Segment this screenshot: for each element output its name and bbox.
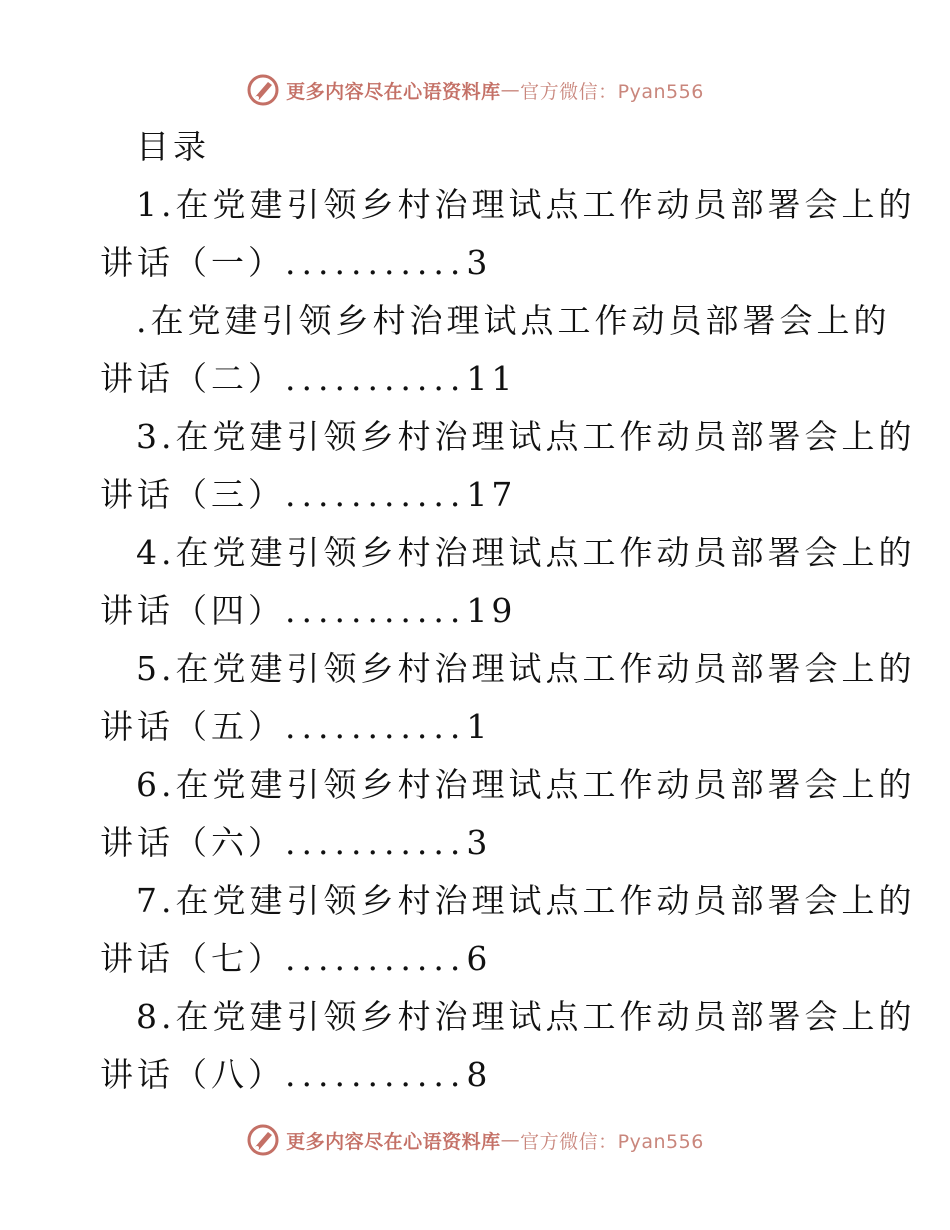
toc-entry-number: 6. (136, 765, 176, 804)
watermark-separator: — (500, 79, 521, 101)
toc-entry-number: 1. (136, 185, 176, 224)
toc-entry-continuation-line (100, 1046, 860, 1104)
watermark-main-text: 更多内容尽在心语资料库 (286, 1130, 501, 1153)
toc-entry-continuation-line (100, 466, 860, 524)
toc-leader-dots: ........... (285, 591, 467, 630)
toc-entry-title-continued: 讲话（一） (100, 243, 285, 282)
toc-page-number: 1 (466, 707, 492, 746)
toc-entry-title-line (100, 988, 916, 1046)
toc-entry-title-continued: 讲话（三） (100, 475, 285, 514)
toc-entry-title-line (100, 756, 916, 814)
toc-entry-title: 在党建引领乡村治理试点工作动员部署会上的 (175, 881, 916, 920)
toc-entry[interactable] (100, 292, 891, 408)
toc-page-number: 6 (466, 939, 492, 978)
toc-page-number: 11 (466, 359, 517, 398)
toc-entry-title-line (100, 524, 916, 582)
toc-entry-title-continued: 讲话（二） (100, 359, 285, 398)
table-of-contents (100, 118, 916, 1104)
toc-entry-continuation-line (100, 582, 860, 640)
toc-leader-dots: ........... (285, 475, 467, 514)
toc-entry-title-continued: 讲话（五） (100, 707, 285, 746)
toc-entry-title-continued: 讲话（四） (100, 591, 285, 630)
watermark-wechat-text: 官方微信：Pyan556 (520, 80, 704, 103)
watermark-separator: — (500, 1129, 521, 1151)
toc-leader-dots: ........... (285, 1055, 467, 1094)
toc-leader-dots: ........... (285, 243, 467, 282)
toc-page-number: 3 (466, 243, 492, 282)
toc-entry-title: 在党建引领乡村治理试点工作动员部署会上的 (175, 185, 916, 224)
toc-entry-continuation-line (100, 234, 860, 292)
toc-entry[interactable] (100, 524, 916, 640)
toc-entry-number: 3. (136, 417, 176, 456)
footer-watermark (0, 1120, 950, 1160)
toc-entry[interactable] (100, 176, 916, 292)
toc-entry-title: 在党建引领乡村治理试点工作动员部署会上的 (175, 765, 916, 804)
toc-leader-dots: ........... (285, 359, 467, 398)
header-watermark (0, 70, 950, 110)
toc-page-number: 3 (466, 823, 492, 862)
toc-entry-number: 7. (136, 881, 176, 920)
toc-entry-title: 在党建引领乡村治理试点工作动员部署会上的 (175, 417, 916, 456)
toc-entry-continuation-line (100, 350, 860, 408)
toc-entries (100, 176, 916, 1104)
toc-entry-number: 5. (136, 649, 176, 688)
toc-entry-number: . (136, 301, 151, 340)
toc-entry[interactable] (100, 640, 916, 756)
toc-entry-number: 8. (136, 997, 176, 1036)
toc-entry-title-continued: 讲话（七） (100, 939, 285, 978)
toc-entry-continuation-line (100, 698, 860, 756)
toc-entry-title-line (100, 640, 916, 698)
toc-entry-continuation-line (100, 814, 860, 872)
watermark-wechat-text: 官方微信：Pyan556 (520, 1130, 704, 1153)
pen-seal-icon (246, 1123, 280, 1157)
toc-entry[interactable] (100, 408, 916, 524)
toc-entry-title-line (100, 176, 916, 234)
toc-leader-dots: ........... (285, 823, 467, 862)
watermark-main-text: 更多内容尽在心语资料库 (286, 80, 501, 103)
toc-entry-title-line (100, 292, 891, 350)
toc-entry-title-continued: 讲话（六） (100, 823, 285, 862)
toc-entry-title: 在党建引领乡村治理试点工作动员部署会上的 (175, 649, 916, 688)
toc-title: 目录 (136, 127, 210, 166)
toc-entry-title-continued: 讲话（八） (100, 1055, 285, 1094)
toc-page-number: 19 (466, 591, 517, 630)
toc-entry-title: 在党建引领乡村治理试点工作动员部署会上的 (175, 533, 916, 572)
pen-seal-icon (246, 73, 280, 107)
toc-entry[interactable] (100, 872, 916, 988)
toc-entry-continuation-line (100, 930, 860, 988)
toc-entry-title-line (100, 408, 916, 466)
toc-leader-dots: ........... (285, 939, 467, 978)
toc-entry-title: 在党建引领乡村治理试点工作动员部署会上的 (150, 301, 891, 340)
toc-leader-dots: ........... (285, 707, 467, 746)
toc-entry-title-line (100, 872, 916, 930)
toc-entry[interactable] (100, 756, 916, 872)
toc-page-number: 8 (466, 1055, 492, 1094)
toc-entry-title: 在党建引领乡村治理试点工作动员部署会上的 (175, 997, 916, 1036)
toc-entry-number: 4. (136, 533, 176, 572)
toc-page-number: 17 (466, 475, 517, 514)
toc-entry[interactable] (100, 988, 916, 1104)
